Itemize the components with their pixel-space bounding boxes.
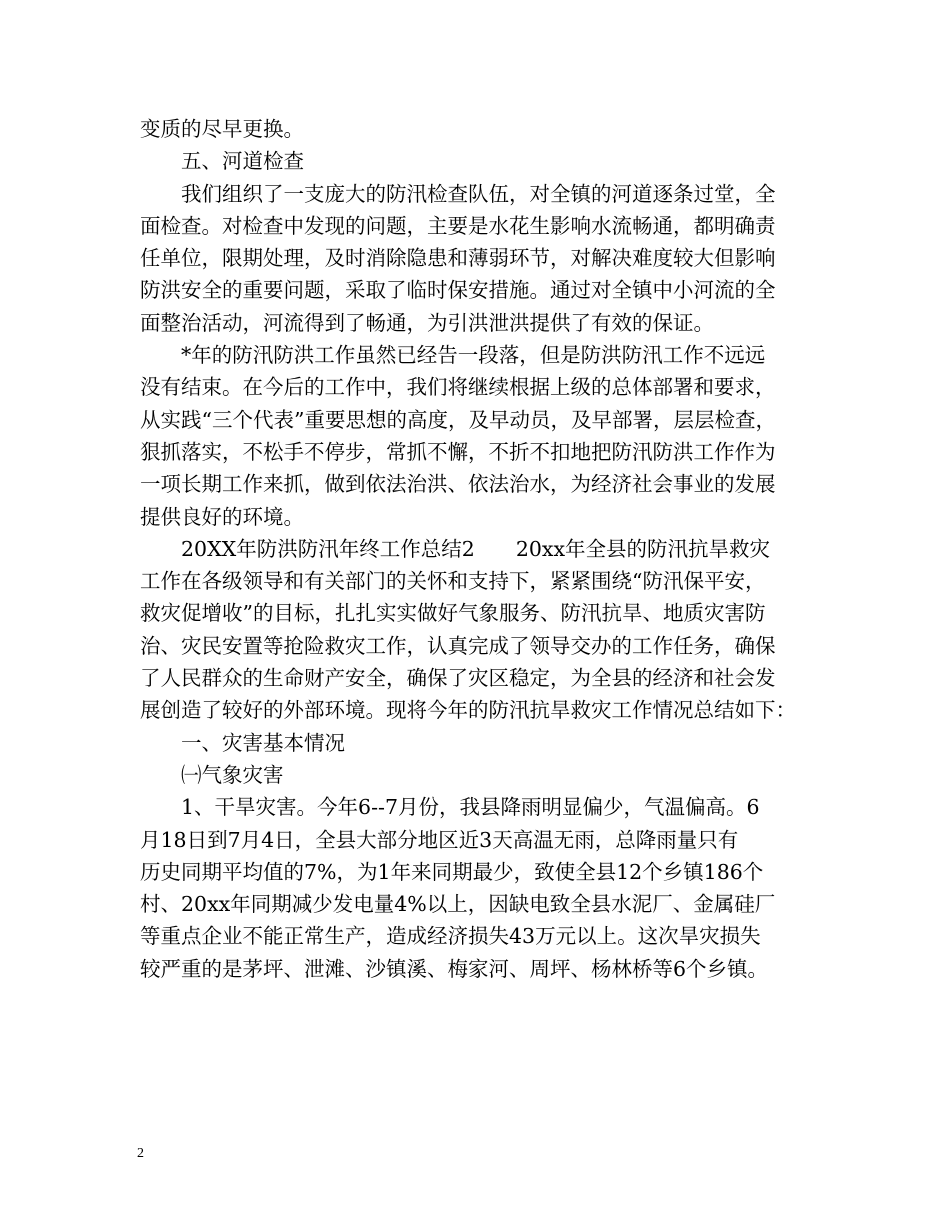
section-heading: 五、河道检查 [181, 149, 304, 174]
text-line: 历史同期平均值的7%，为1年来同期最少，致使全县12个乡镇186个 [140, 859, 764, 884]
text-line: 展创造了较好的外部环境。现将今年的防汛抗旱救灾工作情况总结如下： [140, 698, 796, 723]
section-heading: 一、灾害基本情况 [181, 730, 345, 755]
document-body [140, 113, 830, 985]
text-line: *年的防汛防洪工作虽然已经告一段落，但是防洪防汛工作不远远 [181, 343, 766, 368]
text-line: 面检查。对检查中发现的问题，主要是水花生影响水流畅通，都明确责 [140, 213, 776, 238]
text-line: 救灾促增收”的目标，扎扎实实做好气象服务、防汛抗旱、地质灾害防 [140, 601, 766, 626]
text-line: 等重点企业不能正常生产，造成经济损失43万元以上。这次旱灾损失 [140, 924, 761, 949]
text-line: 一项长期工作来抓，做到依法治洪、依法治水，为经济社会事业的发展 [140, 472, 776, 497]
text-line: 了人民群众的生命财产安全，确保了灾区稳定，为全县的经济和社会发 [140, 666, 776, 691]
text-line: 狠抓落实，不松手不停步，常抓不懈，不折不扣地把防汛防洪工作作为 [140, 439, 776, 464]
text-line: 我们组织了一支庞大的防汛检查队伍，对全镇的河道逐条过堂，全 [181, 181, 776, 206]
text-line: 面整治活动，河流得到了畅通，为引洪泄洪提供了有效的保证。 [140, 310, 714, 335]
subsection-heading: ㈠气象灾害 [181, 762, 284, 787]
page-number: 2 [137, 1146, 144, 1161]
text-line: 村、20xx年同期减少发电量4%以上，因缺电致全县水泥厂、金属硅厂 [140, 892, 776, 917]
text-line: 防洪安全的重要问题，采取了临时保安措施。通过对全镇中小河流的全 [140, 278, 776, 303]
text-line: 较严重的是茅坪、泄滩、沙镇溪、梅家河、周坪、杨林桥等6个乡镇。 [140, 956, 769, 981]
text-line: 从实践“三个代表”重要思想的高度，及早动员，及早部署，层层检查， [140, 407, 776, 432]
text-line: 变质的尽早更换。 [140, 117, 304, 141]
text-line: 1、干旱灾害。今年6--7月份，我县降雨明显偏少，气温偏高。6 [181, 795, 760, 820]
text-line: 工作在各级领导和有关部门的关怀和支持下，紧紧围绕“防汛保平安， [140, 569, 766, 594]
text-line: 任单位，限期处理，及时消除隐患和薄弱环节，对解决难度较大但影响 [140, 246, 776, 271]
text-line: 月18日到7月4日，全县大部分地区近3天高温无雨，总降雨量只有 [140, 827, 739, 852]
text-line: 20XX年防洪防汛年终工作总结2 20xx年全县的防汛抗旱救灾 [181, 536, 771, 561]
text-line: 治、灾民安置等抢险救灾工作，认真完成了领导交办的工作任务，确保 [140, 633, 776, 658]
text-line: 提供良好的环境。 [140, 504, 304, 529]
text-line: 没有结束。在今后的工作中，我们将继续根据上级的总体部署和要求， [140, 375, 776, 400]
